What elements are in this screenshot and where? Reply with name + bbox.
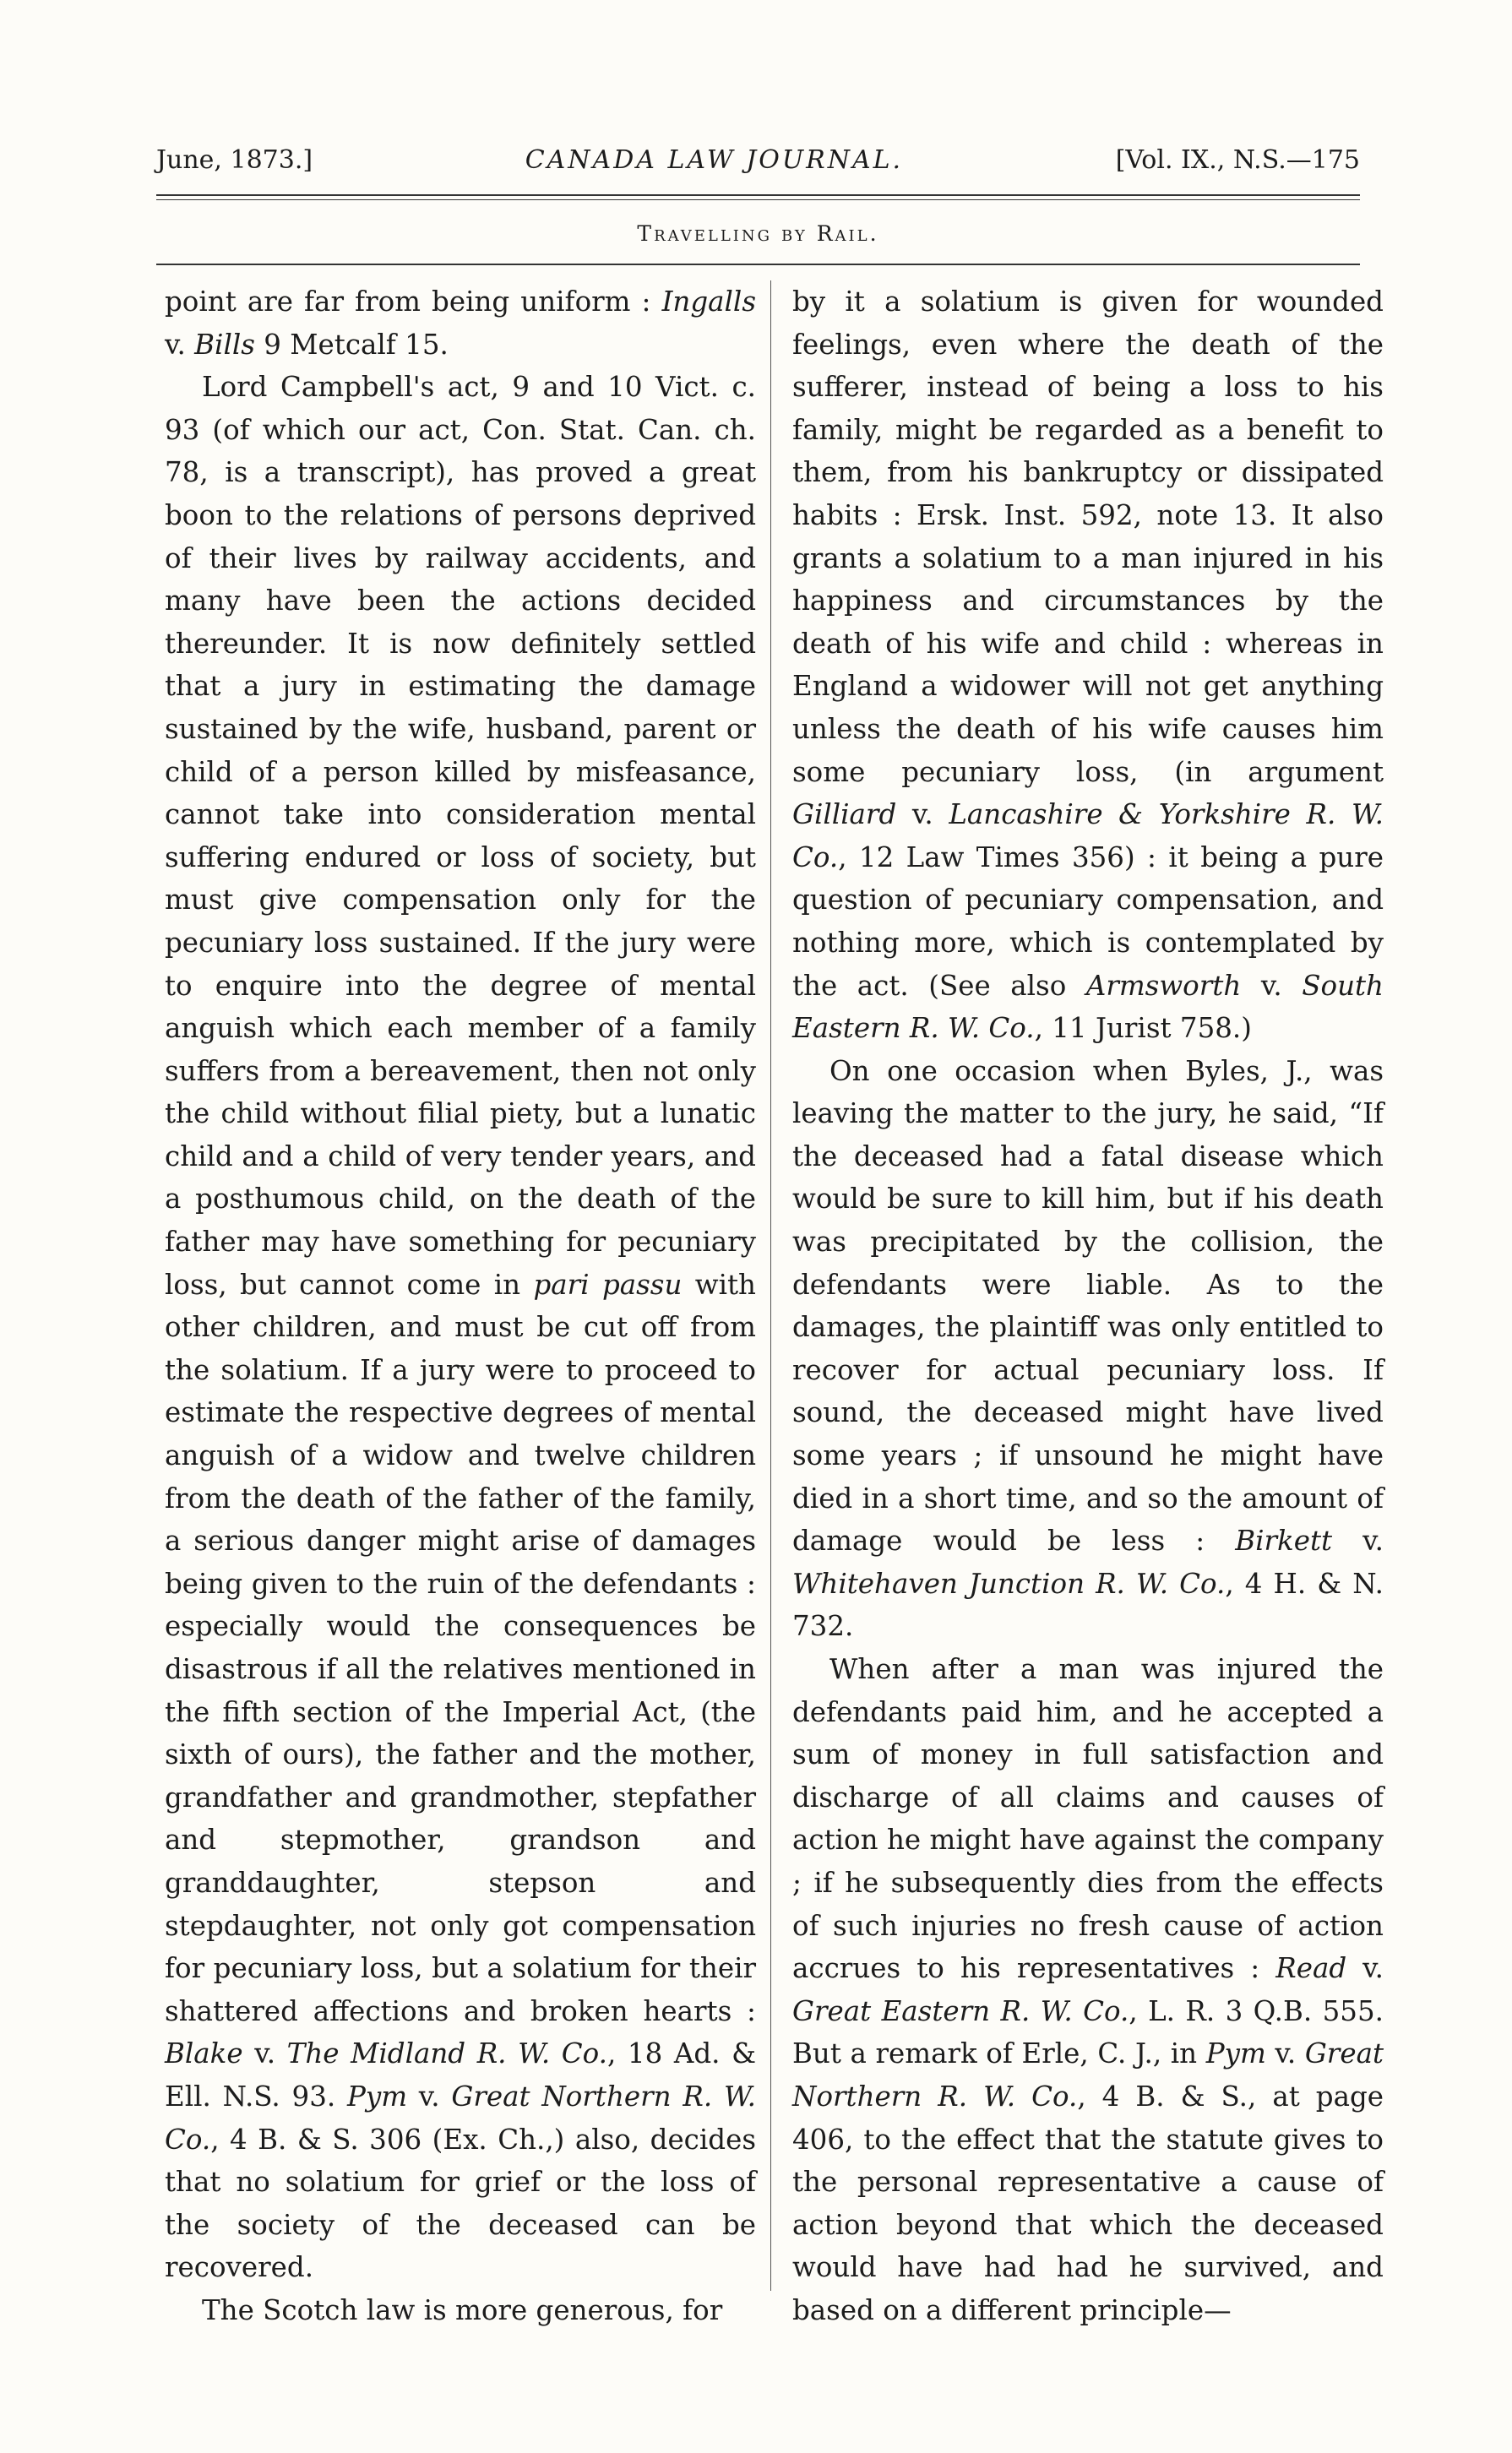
left-paragraph-1: point are far from being uniform : Ingalls v. Bills 9 Metcalf 15. [165, 286, 756, 361]
journal-title: CANADA LAW JOURNAL. [525, 145, 904, 175]
running-head [156, 145, 1360, 179]
header-date: June, 1873.] [156, 145, 313, 175]
volume-page: [Vol. IX., N.S.—175 [1115, 145, 1360, 175]
column-divider [770, 280, 771, 2291]
right-paragraph-1: by it a solatium is given for wounded feelings, even where the death of the sufferer, instead of being a loss to his family, might be regarded as a benefit to them, from his bankruptcy or dissipated habits : Ersk. Inst. 592, note 13. It also grants a solatium to a man injured in his happiness and circumstances by the death of his wife and child : whereas in England a widower will not get anything unless the death of his wife causes him some pecuniary loss, (in argument Gilliard v. Lancashire & Yorkshire R. W. Co., 12 Law Times 356) : it being a pure question of pecuniary compensation, and nothing more, which is contemplated by the act. (See also Armsworth v. South Eastern R. W. Co., 11 Jurist 758.) [792, 286, 1384, 1045]
right-column [792, 280, 1384, 2332]
section-rule [156, 264, 1360, 265]
header-rule [156, 194, 1360, 196]
left-paragraph-3: The Scotch law is more generous, for [202, 2293, 723, 2326]
left-column [165, 280, 756, 2332]
right-paragraph-3: When after a man was injured the defendants paid him, and he accepted a sum of money in full satisfaction and discharge of all claims and causes of action he might have against the company ; if he subsequently dies from the effects of such injuries no fresh cause of action accrues to his representatives : Read v. Great Eastern R. W. Co., L. R. 3 Q.B. 555. But a remark of Erle, C. J., in Pym v. Great Northern R. W. Co., 4 B. & S., at page 406, to the effect that the statute gives to the personal representative a cause of action beyond that which the deceased would have had had he survived, and based on a different principle— [792, 1653, 1384, 2326]
section-title: Travelling by Rail. [637, 221, 879, 246]
right-paragraph-2: On one occasion when Byles, J., was leaving the matter to the jury, he said, “If the deceased had a fatal disease which would be sure to kill him, but if his death was precipitated by the collision, the defendants were liable. As to the damages, the plaintiff was only entitled to recover for actual pecuniary loss. If sound, the deceased might have lived some years ; if unsound he might have died in a short time, and so the amount of damage would be less : Birkett v. Whitehaven Junction R. W. Co., 4 H. & N. 732. [792, 1054, 1384, 1643]
left-paragraph-2: Lord Campbell's act, 9 and 10 Vict. c. 93 (of which our act, Con. Stat. Can. ch. 78, is a transcript), has proved a great boon to the relations of persons deprived of their lives by railway accidents, and many have been the actions decided thereunder. It is now definitely settled that a jury in estimating the damage sustained by the wife, husband, parent or child of a person killed by misfeasance, cannot take into consideration mental suffering endured or loss of society, but must give compensation only for the pecuniary loss sustained. If the jury were to enquire into the degree of mental anguish which each member of a family suffers from a bereavement, then not only the child without filial piety, but a lunatic child and a child of very tender years, and a posthumous child, on the death of the father may have something for pecuniary loss, but cannot come in pari passu with other children, and must be cut off from the solatium. If a jury were to proceed to estimate the respective degrees of mental anguish of a widow and twelve children from the death of the father of the family, a serious danger might arise of damages being given to the ruin of the defendants : especially would the consequences be disastrous if all the relatives mentioned in the fifth section of the Imperial Act, (the sixth of ours), the father and the mother, grandfather and grandmother, stepfather and stepmother, grandson and granddaughter, stepson and stepdaughter, not only got compensation for pecuniary loss, but a solatium for their shattered affections and broken hearts : Blake v. The Midland R. W. Co., 18 Ad. & Ell. N.S. 93. Pym v. Great Northern R. W. Co., 4 B. & S. 306 (Ex. Ch.,) also, decides that no solatium for grief or the loss of the society of the deceased can be recovered. [165, 371, 757, 2284]
header-rule-thin [156, 199, 1360, 200]
